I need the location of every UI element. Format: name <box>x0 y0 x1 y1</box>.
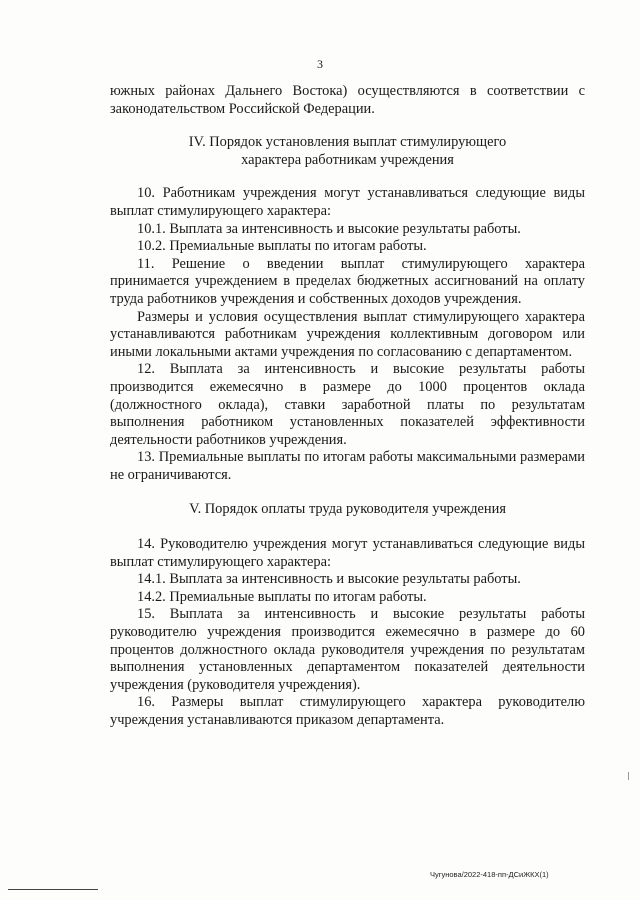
paragraph-14-1: 14.1. Выплата за интенсивность и высокие результаты работы. <box>137 571 521 588</box>
page-number: 3 <box>317 57 323 71</box>
section-iv-title-line1: IV. Порядок установления выплат стимулирующего <box>188 134 507 151</box>
paragraph-10: 10. Работникам учреждения могут устанавливаться следующие виды выплат стимулирующего характера: <box>110 185 585 219</box>
paragraph-16: 16. Размеры выплат стимулирующего характера руководителю учреждения устанавливаются приказом департамента. <box>110 694 585 728</box>
paragraph-13: 13. Премиальные выплаты по итогам работы максимальными размерами не ограничиваются. <box>110 449 585 483</box>
paragraph-14-2: 14.2. Премиальные выплаты по итогам работы. <box>137 588 427 605</box>
paragraph-10-2: 10.2. Премиальные выплаты по итогам работы. <box>137 238 427 255</box>
section-v-title: V. Порядок оплаты труда руководителя учреждения <box>189 501 506 518</box>
document-body <box>110 83 585 730</box>
paragraph-12: 12. Выплата за интенсивность и высокие результаты работы производится ежемесячно в размере до 1000 процентов оклада (должностного оклада), ставки заработной платы по результатам выполнения работником установленных показателей эффективности деятельности работников учреждения. <box>110 361 585 448</box>
scan-mark <box>628 772 629 780</box>
paragraph-11-conditions: Размеры и условия осуществления выплат стимулирующего характера устанавливаются работникам учреждения коллективным договором или иными локальными актами учреждения по согласованию с департаментом. <box>110 308 585 360</box>
paragraph-10-1: 10.1. Выплата за интенсивность и высокие результаты работы. <box>137 220 521 237</box>
paragraph-15: 15. Выплата за интенсивность и высокие результаты работы руководителю учреждения производится ежемесячно в размере до 60 процентов должностного оклада руководителя учреждения по результатам выполнения установленных департаментом показателей деятельности учреждения (руководителя учреждения). <box>110 606 585 693</box>
footer-rule <box>8 889 98 890</box>
paragraph-14: 14. Руководителю учреждения могут устанавливаться следующие виды выплат стимулирующего характера: <box>110 536 585 570</box>
section-iv-title-line2: характера работникам учреждения <box>241 151 454 168</box>
document-code: Чугунова/2022-418-пп-ДСиЖКХ(1) <box>430 870 549 879</box>
intro-paragraph: южных районах Дальнего Востока) осуществляются в соответствии с законодательством Российской Федерации. <box>110 83 585 117</box>
paragraph-11: 11. Решение о введении выплат стимулирующего характера принимается учреждением в пределах бюджетных ассигнований на оплату труда работников учреждения и собственных доходов учреждения. <box>110 255 585 307</box>
